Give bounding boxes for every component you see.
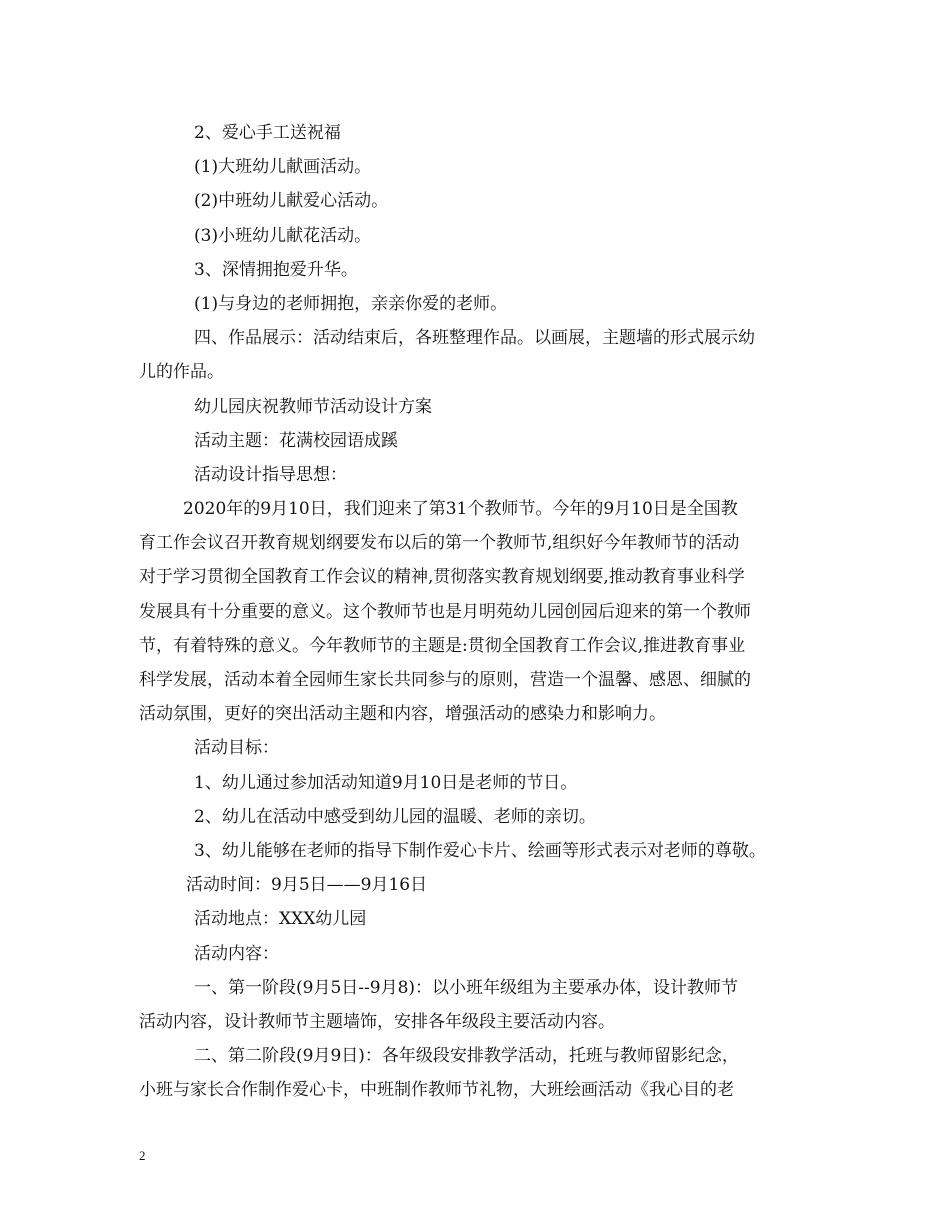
text-line: 对于学习贯彻全国教育工作会议的精神,贯彻落实教育规划纲要,推动教育事业科学 — [139, 567, 745, 588]
text-line: 活动内容，设计教师节主题墙饰，安排各年级段主要活动内容。 — [139, 1011, 615, 1032]
text-line: 活动地点：XXX幼儿园 — [194, 909, 367, 930]
text-line: 活动氛围，更好的突出活动主题和内容，增强活动的感染力和影响力。 — [139, 704, 666, 725]
text-line: 科学发展，活动本着全园师生家长共同参与的原则，营造一个温馨、感恩、细腻的 — [139, 670, 751, 690]
text-line: 育工作会议召开教育规划纲要发布以后的第一个教师节,组织好今年教师节的活动 — [139, 533, 740, 554]
text-line: 发展具有十分重要的意义。这个教师节也是月明苑幼儿园创园后迎来的第一个教师 — [139, 601, 751, 622]
text-line: (3)小班幼儿献花活动。 — [194, 225, 372, 246]
text-line: 3、幼儿能够在老师的指导下制作爱心卡片、绘画等形式表示对老师的尊敬。 — [194, 840, 766, 861]
text-line: 活动时间：9月5日——9月16日 — [186, 875, 428, 896]
text-line: 活动设计指导思想： — [194, 464, 347, 485]
text-line: 3、深情拥抱爱升华。 — [194, 259, 358, 280]
text-line: 儿的作品。 — [139, 362, 224, 383]
text-line: (2)中班幼儿献爱心活动。 — [194, 191, 389, 212]
text-line: 2、幼儿在活动中感受到幼儿园的温暖、老师的亲切。 — [194, 806, 596, 827]
section-title: 幼儿园庆祝教师节活动设计方案 — [194, 396, 432, 417]
text-line: 1、幼儿通过参加活动知道9月10日是老师的节日。 — [194, 772, 578, 793]
text-line: 二、第二阶段(9月9日)：各年级段安排教学活动，托班与教师留影纪念， — [194, 1046, 739, 1067]
text-line: 活动内容： — [194, 943, 279, 964]
document-body — [139, 116, 815, 1107]
text-line: 活动目标： — [194, 738, 279, 759]
text-line: 小班与家长合作制作爱心卡，中班制作教师节礼物，大班绘画活动《我心目的老 — [139, 1080, 734, 1101]
text-line: (1)与身边的老师拥抱，亲亲你爱的老师。 — [194, 293, 508, 314]
text-line: 四、作品展示：活动结束后，各班整理作品。以画展，主题墙的形式展示幼 — [194, 328, 755, 349]
text-line: 2020年的9月10日，我们迎来了第31个教师节。今年的9月10日是全国教 — [183, 499, 738, 520]
page-number: 2 — [139, 1148, 146, 1163]
text-line: (1)大班幼儿献画活动。 — [194, 157, 372, 178]
text-line: 活动主题：花满校园语成蹊 — [194, 430, 398, 451]
text-line: 节，有着特殊的意义。今年教师节的主题是:贯彻全国教育工作会议,推进教育事业 — [139, 635, 746, 656]
text-line: 2、爱心手工送祝福 — [194, 123, 341, 143]
text-line: 一、第一阶段(9月5日--9月8)：以小班年级组为主要承办体，设计教师节 — [194, 977, 739, 998]
